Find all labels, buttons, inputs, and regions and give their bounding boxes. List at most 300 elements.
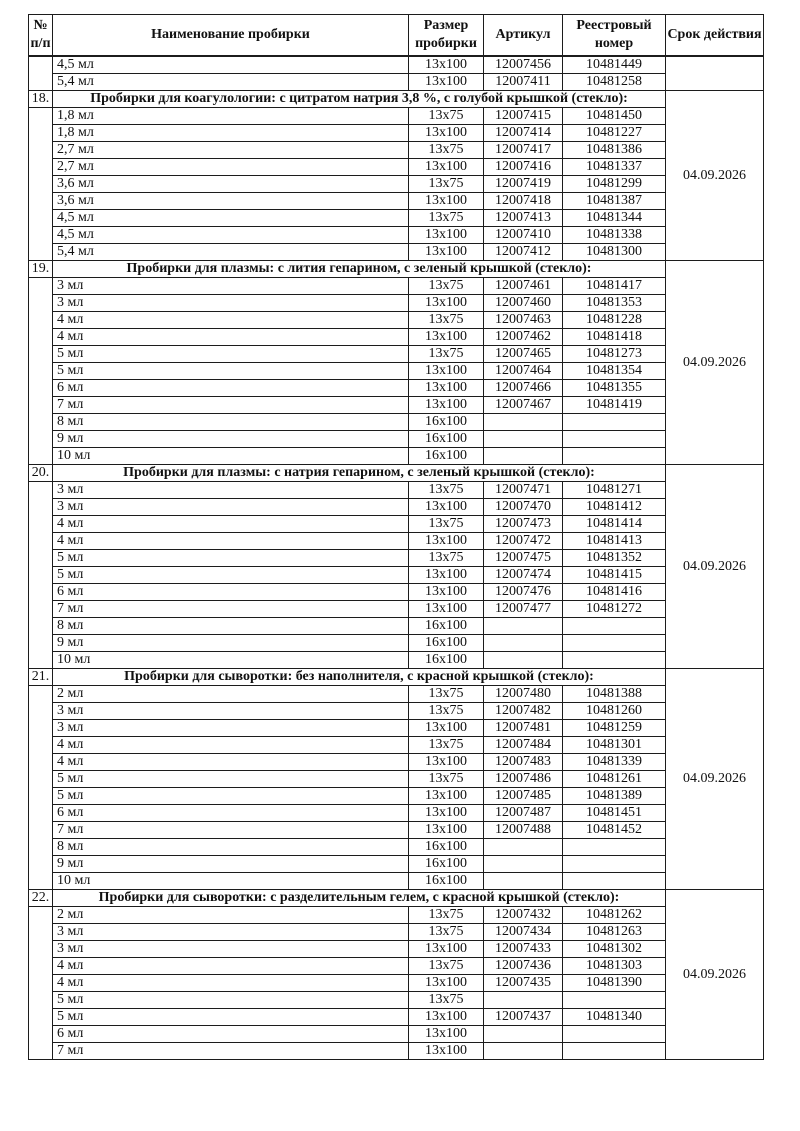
section-header-row	[29, 890, 764, 907]
cell-article	[484, 1026, 563, 1043]
section-header-row	[29, 261, 764, 278]
table-row	[29, 125, 764, 142]
cell-tube-size: 13x75	[409, 210, 484, 227]
table-row	[29, 941, 764, 958]
cell-registry-number	[563, 414, 666, 431]
cell-registry-number	[563, 992, 666, 1009]
cell-tube-size: 13x100	[409, 74, 484, 91]
cell-registry-number: 10481450	[563, 108, 666, 125]
table-row	[29, 924, 764, 941]
cell-registry-number: 10481338	[563, 227, 666, 244]
cell-tube-name: 6 мл	[53, 584, 409, 601]
cell-registry-number: 10481388	[563, 686, 666, 703]
cell-article: 12007487	[484, 805, 563, 822]
expiry-date: 04.09.2026	[666, 261, 764, 465]
table-row	[29, 346, 764, 363]
cell-tube-name: 5 мл	[53, 992, 409, 1009]
cell-tube-name: 5 мл	[53, 567, 409, 584]
cell-tube-size: 13x100	[409, 533, 484, 550]
cell-tube-name: 7 мл	[53, 822, 409, 839]
table-row	[29, 414, 764, 431]
header-registry: Реестровый номер	[563, 15, 666, 57]
cell-tube-name: 4 мл	[53, 533, 409, 550]
cell-article: 12007475	[484, 550, 563, 567]
section-title: Пробирки для плазмы: с натрия гепарином, с зеленый крышкой (стекло):	[53, 465, 666, 482]
cell-article	[484, 652, 563, 669]
cell-tube-size: 13x75	[409, 516, 484, 533]
cell-registry-number	[563, 873, 666, 890]
table-row	[29, 567, 764, 584]
cell-article	[484, 839, 563, 856]
cell-registry-number	[563, 1043, 666, 1060]
cell-tube-name: 4 мл	[53, 958, 409, 975]
section-header-row	[29, 465, 764, 482]
cell-tube-size: 13x100	[409, 227, 484, 244]
table-row	[29, 227, 764, 244]
cell-tube-name: 10 мл	[53, 873, 409, 890]
cell-article: 12007471	[484, 482, 563, 499]
cell-tube-name: 3 мл	[53, 499, 409, 516]
cell-tube-size: 13x100	[409, 788, 484, 805]
cell-registry-number	[563, 431, 666, 448]
cell-tube-name: 4 мл	[53, 975, 409, 992]
table-row	[29, 193, 764, 210]
cell-article: 12007485	[484, 788, 563, 805]
cell-tube-size: 13x75	[409, 907, 484, 924]
cell-registry-number: 10481352	[563, 550, 666, 567]
table-row	[29, 363, 764, 380]
table-row	[29, 652, 764, 669]
cell-tube-name: 8 мл	[53, 414, 409, 431]
cell-tube-size: 13x100	[409, 975, 484, 992]
cell-registry-number: 10481389	[563, 788, 666, 805]
section-number: 18.	[29, 91, 53, 108]
cell-tube-size: 13x100	[409, 754, 484, 771]
cell-registry-number: 10481413	[563, 533, 666, 550]
cell-tube-name: 1,8 мл	[53, 125, 409, 142]
cell-tube-size: 13x75	[409, 771, 484, 788]
expiry-date: 04.09.2026	[666, 465, 764, 669]
cell-article: 12007477	[484, 601, 563, 618]
cell-tube-size: 13x75	[409, 482, 484, 499]
cell-registry-number	[563, 448, 666, 465]
cell-registry-number: 10481300	[563, 244, 666, 261]
cell-tube-name: 10 мл	[53, 448, 409, 465]
cell-registry-number: 10481419	[563, 397, 666, 414]
cell-registry-number: 10481354	[563, 363, 666, 380]
cell-registry-number: 10481259	[563, 720, 666, 737]
section-number-spacer	[29, 686, 53, 890]
cell-registry-number: 10481414	[563, 516, 666, 533]
cell-registry-number	[563, 618, 666, 635]
cell-tube-name: 3 мл	[53, 941, 409, 958]
cell-tube-name: 3,6 мл	[53, 193, 409, 210]
cell-tube-size: 13x100	[409, 941, 484, 958]
cell-tube-name: 6 мл	[53, 380, 409, 397]
cell-article: 12007412	[484, 244, 563, 261]
section-title: Пробирки для сыворотки: с разделительным гелем, с красной крышкой (стекло):	[53, 890, 666, 907]
cell-registry-number: 10481337	[563, 159, 666, 176]
cell-registry-number: 10481355	[563, 380, 666, 397]
cell-tube-name: 7 мл	[53, 1043, 409, 1060]
cell-tube-name: 5 мл	[53, 363, 409, 380]
cell-tube-size: 16x100	[409, 856, 484, 873]
cell-tube-size: 13x100	[409, 1026, 484, 1043]
cell-article: 12007484	[484, 737, 563, 754]
cell-tube-size: 13x75	[409, 142, 484, 159]
header-number: № п/п	[29, 15, 53, 57]
cell-article: 12007419	[484, 176, 563, 193]
cell-article: 12007418	[484, 193, 563, 210]
expiry-date: 04.09.2026	[666, 669, 764, 890]
cell-tube-size: 13x100	[409, 499, 484, 516]
cell-article: 12007470	[484, 499, 563, 516]
cell-registry-number: 10481339	[563, 754, 666, 771]
table-row	[29, 1026, 764, 1043]
cell-article: 12007466	[484, 380, 563, 397]
section-number-spacer	[29, 482, 53, 669]
cell-tube-size: 13x75	[409, 346, 484, 363]
table-row	[29, 516, 764, 533]
table-row	[29, 142, 764, 159]
cell-tube-name: 3 мл	[53, 924, 409, 941]
cell-tube-name: 4,5 мл	[53, 210, 409, 227]
cell-article: 12007437	[484, 1009, 563, 1026]
expiry-date	[666, 56, 764, 91]
table-row	[29, 74, 764, 91]
cell-registry-number: 10481344	[563, 210, 666, 227]
section-header-row	[29, 669, 764, 686]
cell-article: 12007486	[484, 771, 563, 788]
section-title: Пробирки для коагулологии: с цитратом натрия 3,8 %, с голубой крышкой (стекло):	[53, 91, 666, 108]
table-row	[29, 176, 764, 193]
cell-tube-size: 13x75	[409, 686, 484, 703]
cell-registry-number: 10481260	[563, 703, 666, 720]
cell-tube-size: 13x100	[409, 720, 484, 737]
cell-article: 12007460	[484, 295, 563, 312]
cell-article: 12007472	[484, 533, 563, 550]
cell-registry-number: 10481452	[563, 822, 666, 839]
cell-tube-size: 13x100	[409, 584, 484, 601]
cell-tube-size: 16x100	[409, 618, 484, 635]
cell-article	[484, 414, 563, 431]
table-row	[29, 720, 764, 737]
cell-article: 12007463	[484, 312, 563, 329]
cell-registry-number: 10481262	[563, 907, 666, 924]
cell-registry-number	[563, 635, 666, 652]
cell-article: 12007416	[484, 159, 563, 176]
section-number-spacer	[29, 907, 53, 1060]
cell-tube-name: 4 мл	[53, 329, 409, 346]
table-body	[29, 56, 764, 1060]
header-size: Размер пробирки	[409, 15, 484, 57]
table-row	[29, 499, 764, 516]
cell-tube-name: 5 мл	[53, 788, 409, 805]
cell-tube-size: 13x100	[409, 244, 484, 261]
cell-article: 12007467	[484, 397, 563, 414]
cell-tube-size: 13x100	[409, 380, 484, 397]
cell-article: 12007488	[484, 822, 563, 839]
table-row	[29, 210, 764, 227]
table-row	[29, 805, 764, 822]
cell-registry-number: 10481449	[563, 56, 666, 74]
table-row	[29, 618, 764, 635]
section-number: 22.	[29, 890, 53, 907]
table-row	[29, 584, 764, 601]
cell-tube-name: 3 мл	[53, 482, 409, 499]
cell-tube-name: 9 мл	[53, 635, 409, 652]
section-number-spacer	[29, 56, 53, 91]
cell-article	[484, 448, 563, 465]
cell-registry-number: 10481412	[563, 499, 666, 516]
cell-tube-size: 13x75	[409, 108, 484, 125]
cell-registry-number: 10481415	[563, 567, 666, 584]
cell-tube-name: 5 мл	[53, 346, 409, 363]
cell-tube-name: 4,5 мл	[53, 227, 409, 244]
table-row	[29, 873, 764, 890]
cell-tube-name: 9 мл	[53, 431, 409, 448]
table-row	[29, 856, 764, 873]
cell-article: 12007417	[484, 142, 563, 159]
cell-tube-size: 13x100	[409, 1009, 484, 1026]
cell-registry-number: 10481227	[563, 125, 666, 142]
cell-article	[484, 1043, 563, 1060]
cell-tube-name: 4 мл	[53, 312, 409, 329]
cell-registry-number: 10481261	[563, 771, 666, 788]
cell-article: 12007464	[484, 363, 563, 380]
table-row	[29, 533, 764, 550]
cell-tube-size: 13x100	[409, 363, 484, 380]
cell-tube-name: 6 мл	[53, 1026, 409, 1043]
cell-tube-name: 4 мл	[53, 737, 409, 754]
cell-article: 12007435	[484, 975, 563, 992]
cell-article: 12007410	[484, 227, 563, 244]
cell-registry-number: 10481273	[563, 346, 666, 363]
table-row	[29, 601, 764, 618]
cell-tube-name: 7 мл	[53, 397, 409, 414]
table-row	[29, 1009, 764, 1026]
table-row	[29, 703, 764, 720]
cell-article	[484, 992, 563, 1009]
table-row	[29, 907, 764, 924]
cell-article: 12007433	[484, 941, 563, 958]
cell-tube-size: 13x100	[409, 125, 484, 142]
table-row	[29, 788, 764, 805]
cell-registry-number: 10481258	[563, 74, 666, 91]
cell-tube-size: 13x75	[409, 924, 484, 941]
table-row	[29, 380, 764, 397]
cell-tube-size: 13x100	[409, 805, 484, 822]
cell-article	[484, 635, 563, 652]
cell-article: 12007414	[484, 125, 563, 142]
header-row	[29, 15, 764, 57]
cell-tube-name: 3 мл	[53, 278, 409, 295]
cell-article: 12007456	[484, 56, 563, 74]
header-name: Наименование пробирки	[53, 15, 409, 57]
cell-registry-number: 10481272	[563, 601, 666, 618]
cell-registry-number	[563, 652, 666, 669]
cell-tube-name: 3 мл	[53, 720, 409, 737]
cell-tube-size: 16x100	[409, 448, 484, 465]
cell-registry-number	[563, 839, 666, 856]
table-row	[29, 329, 764, 346]
cell-article	[484, 873, 563, 890]
cell-tube-name: 8 мл	[53, 618, 409, 635]
cell-registry-number: 10481451	[563, 805, 666, 822]
cell-tube-size: 13x100	[409, 295, 484, 312]
cell-tube-name: 4,5 мл	[53, 56, 409, 74]
cell-tube-name: 5 мл	[53, 550, 409, 567]
cell-registry-number: 10481387	[563, 193, 666, 210]
table-row	[29, 448, 764, 465]
cell-article	[484, 431, 563, 448]
cell-tube-name: 10 мл	[53, 652, 409, 669]
cell-tube-size: 13x100	[409, 1043, 484, 1060]
table-row	[29, 431, 764, 448]
table-row	[29, 839, 764, 856]
cell-tube-size: 13x75	[409, 176, 484, 193]
cell-registry-number: 10481340	[563, 1009, 666, 1026]
cell-tube-size: 13x75	[409, 703, 484, 720]
cell-article	[484, 856, 563, 873]
cell-tube-size: 13x100	[409, 397, 484, 414]
cell-tube-name: 1,8 мл	[53, 108, 409, 125]
cell-registry-number: 10481228	[563, 312, 666, 329]
cell-tube-name: 3 мл	[53, 295, 409, 312]
cell-tube-size: 16x100	[409, 839, 484, 856]
cell-tube-size: 13x75	[409, 550, 484, 567]
cell-tube-name: 8 мл	[53, 839, 409, 856]
cell-tube-name: 2,7 мл	[53, 142, 409, 159]
cell-registry-number: 10481418	[563, 329, 666, 346]
table-header	[29, 15, 764, 57]
cell-tube-name: 2 мл	[53, 686, 409, 703]
cell-tube-size: 16x100	[409, 414, 484, 431]
cell-article	[484, 618, 563, 635]
cell-article: 12007480	[484, 686, 563, 703]
table-row	[29, 244, 764, 261]
table-row	[29, 822, 764, 839]
cell-article: 12007465	[484, 346, 563, 363]
header-article: Артикул	[484, 15, 563, 57]
cell-tube-name: 9 мл	[53, 856, 409, 873]
table-row	[29, 958, 764, 975]
cell-article: 12007473	[484, 516, 563, 533]
cell-registry-number: 10481303	[563, 958, 666, 975]
cell-article: 12007413	[484, 210, 563, 227]
table-row	[29, 482, 764, 499]
cell-article: 12007415	[484, 108, 563, 125]
expiry-date: 04.09.2026	[666, 91, 764, 261]
cell-article: 12007436	[484, 958, 563, 975]
cell-registry-number: 10481416	[563, 584, 666, 601]
table-row	[29, 550, 764, 567]
cell-tube-size: 16x100	[409, 431, 484, 448]
cell-registry-number: 10481271	[563, 482, 666, 499]
table-row	[29, 992, 764, 1009]
cell-tube-name: 5 мл	[53, 771, 409, 788]
table-row	[29, 397, 764, 414]
cell-registry-number: 10481301	[563, 737, 666, 754]
table-row	[29, 295, 764, 312]
section-number: 21.	[29, 669, 53, 686]
table-row	[29, 737, 764, 754]
cell-tube-size: 13x100	[409, 329, 484, 346]
cell-article: 12007476	[484, 584, 563, 601]
cell-tube-size: 13x100	[409, 193, 484, 210]
cell-article: 12007432	[484, 907, 563, 924]
cell-tube-size: 13x100	[409, 567, 484, 584]
table-row	[29, 278, 764, 295]
cell-tube-name: 5,4 мл	[53, 74, 409, 91]
cell-registry-number: 10481299	[563, 176, 666, 193]
expiry-date: 04.09.2026	[666, 890, 764, 1060]
table-row	[29, 635, 764, 652]
section-title: Пробирки для сыворотки: без наполнителя, с красной крышкой (стекло):	[53, 669, 666, 686]
cell-tube-size: 13x100	[409, 56, 484, 74]
cell-article: 12007462	[484, 329, 563, 346]
cell-tube-name: 7 мл	[53, 601, 409, 618]
cell-tube-size: 16x100	[409, 635, 484, 652]
tube-registry-table	[28, 14, 764, 1060]
cell-article: 12007481	[484, 720, 563, 737]
cell-registry-number: 10481353	[563, 295, 666, 312]
cell-tube-name: 3 мл	[53, 703, 409, 720]
cell-tube-name: 5 мл	[53, 1009, 409, 1026]
cell-article: 12007411	[484, 74, 563, 91]
table-row	[29, 771, 764, 788]
cell-tube-size: 13x75	[409, 958, 484, 975]
header-expiry: Срок действия	[666, 15, 764, 57]
table-row	[29, 56, 764, 74]
cell-registry-number: 10481417	[563, 278, 666, 295]
section-number-spacer	[29, 278, 53, 465]
section-number: 19.	[29, 261, 53, 278]
table-row	[29, 686, 764, 703]
cell-article: 12007434	[484, 924, 563, 941]
cell-registry-number	[563, 856, 666, 873]
table-row	[29, 754, 764, 771]
cell-article: 12007474	[484, 567, 563, 584]
cell-tube-name: 2 мл	[53, 907, 409, 924]
section-number: 20.	[29, 465, 53, 482]
cell-registry-number: 10481386	[563, 142, 666, 159]
cell-tube-size: 13x75	[409, 312, 484, 329]
section-header-row	[29, 91, 764, 108]
table-row	[29, 1043, 764, 1060]
cell-tube-name: 4 мл	[53, 516, 409, 533]
cell-tube-name: 6 мл	[53, 805, 409, 822]
cell-tube-name: 2,7 мл	[53, 159, 409, 176]
cell-tube-name: 5,4 мл	[53, 244, 409, 261]
cell-article: 12007482	[484, 703, 563, 720]
table-row	[29, 312, 764, 329]
cell-tube-size: 13x100	[409, 822, 484, 839]
cell-tube-size: 13x75	[409, 278, 484, 295]
cell-tube-size: 16x100	[409, 652, 484, 669]
table-row	[29, 159, 764, 176]
cell-tube-name: 4 мл	[53, 754, 409, 771]
cell-article: 12007461	[484, 278, 563, 295]
cell-article: 12007483	[484, 754, 563, 771]
cell-tube-size: 13x75	[409, 737, 484, 754]
cell-registry-number: 10481390	[563, 975, 666, 992]
cell-tube-size: 13x100	[409, 159, 484, 176]
section-number-spacer	[29, 108, 53, 261]
cell-tube-name: 3,6 мл	[53, 176, 409, 193]
cell-registry-number	[563, 1026, 666, 1043]
table-row	[29, 975, 764, 992]
